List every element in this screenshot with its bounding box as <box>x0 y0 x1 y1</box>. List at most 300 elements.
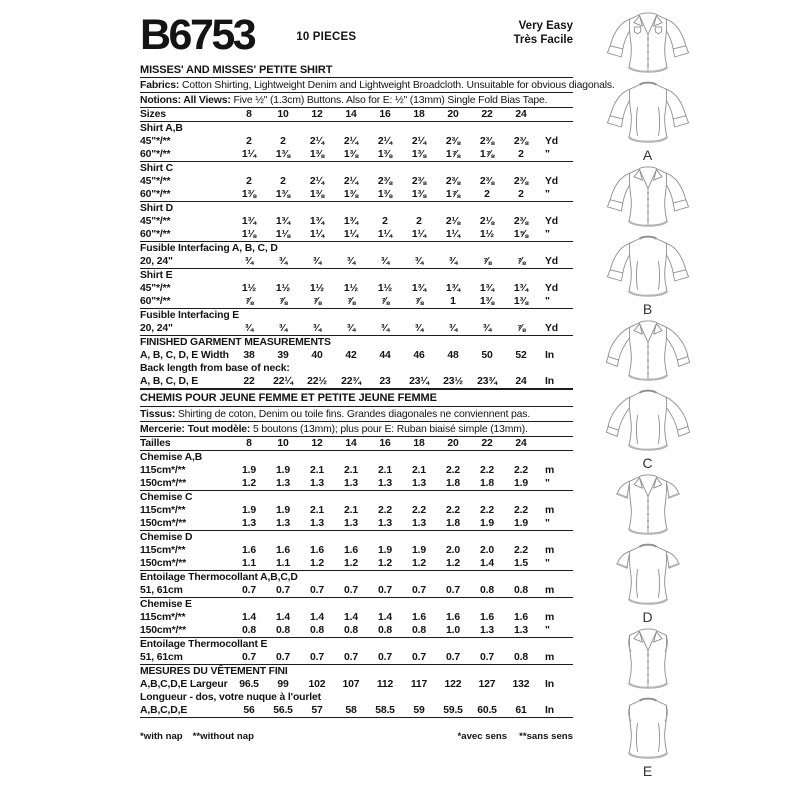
size-value: 0.7 <box>480 652 494 663</box>
size-value: 8 <box>246 109 252 120</box>
header <box>140 11 573 62</box>
size-value: 2.2 <box>446 465 460 476</box>
size-value: ⅞ <box>244 296 254 307</box>
unit-label: m <box>545 652 555 663</box>
sizes-header-row <box>140 436 573 450</box>
footnote-french <box>446 731 573 742</box>
fabrics-text: Cotton Shirting, Lightweight Denim and Lightweight Broadcloth. Unsuitable for obvious diagonals. <box>181 80 615 91</box>
unit-label: Yd <box>545 216 558 227</box>
unit-label: " <box>545 189 550 200</box>
size-value: 2⅛ <box>445 216 461 227</box>
size-value: ⅞ <box>516 256 526 267</box>
view-letter: D <box>642 609 654 625</box>
size-value: ¾ <box>380 256 390 267</box>
size-value: 59 <box>413 705 425 716</box>
size-value: 2¼ <box>377 136 393 147</box>
unit-label: " <box>545 625 550 636</box>
size-value: 14 <box>345 438 357 449</box>
sizes-header-row <box>140 107 573 121</box>
size-value: 56.5 <box>273 705 293 716</box>
shirt-front-illustration <box>584 624 712 694</box>
size-value: 46 <box>413 350 425 361</box>
size-value: 2¼ <box>343 176 359 187</box>
size-value: 0.7 <box>276 652 290 663</box>
garment-view-group-d <box>584 470 712 625</box>
size-value: 39 <box>277 350 289 361</box>
garment-views <box>584 8 712 778</box>
size-value: 1½ <box>343 283 359 294</box>
size-value: 40 <box>311 350 323 361</box>
row-label: 45"*/** <box>140 136 171 147</box>
size-value: 2 <box>382 216 388 227</box>
size-value: 2.2 <box>514 465 528 476</box>
unit-label: In <box>545 350 554 361</box>
size-value: 1⅝ <box>513 229 529 240</box>
size-value: 1.3 <box>310 518 324 529</box>
size-value: 1⅛ <box>241 229 257 240</box>
row-label: Longueur - dos, votre nuque à l'ourlet <box>140 692 321 703</box>
table-section-header <box>140 268 573 282</box>
size-value: 1.2 <box>412 558 426 569</box>
difficulty-en: Very Easy <box>518 20 573 32</box>
row-label: FINISHED GARMENT MEASUREMENTS <box>140 337 331 348</box>
size-value: 1.5 <box>514 558 528 569</box>
row-label: A,B,C,D,E <box>140 705 188 716</box>
size-value: 1.3 <box>480 625 494 636</box>
table-section-header <box>140 161 573 175</box>
size-value: 1.4 <box>480 558 494 569</box>
size-value: 1.8 <box>446 518 460 529</box>
size-value: 2.2 <box>514 545 528 556</box>
size-value: 1⅞ <box>445 189 461 200</box>
size-value: 1⅛ <box>275 229 291 240</box>
size-value: 1.3 <box>344 518 358 529</box>
row-label: A,B,C,D,E Largeur <box>140 679 228 690</box>
size-value: 1⅜ <box>275 149 291 160</box>
size-value: 1⅜ <box>479 296 495 307</box>
size-value: 1.6 <box>412 612 426 623</box>
size-value: 2 <box>518 189 524 200</box>
table-section-header <box>140 241 573 255</box>
garment-view-group-c <box>584 316 712 471</box>
size-value: 44 <box>379 350 391 361</box>
row-values <box>232 478 538 489</box>
size-value: 1.0 <box>446 625 460 636</box>
size-value: 2 <box>518 149 524 160</box>
mercerie-label: Mercerie: Tout modèle: <box>140 424 251 435</box>
size-value: 0.7 <box>344 585 358 596</box>
row-label: Entoilage Thermocollant A,B,C,D <box>140 572 298 583</box>
table-subheader <box>140 691 573 704</box>
row-label: 150cm*/** <box>140 478 187 489</box>
size-value: 0.8 <box>378 625 392 636</box>
row-label: Shirt A,B <box>140 123 183 134</box>
size-value: 1⅜ <box>343 189 359 200</box>
shirt-front-illustration <box>584 162 712 232</box>
table-section-header <box>140 201 573 215</box>
size-value: 1⅞ <box>445 149 461 160</box>
size-value: 2 <box>280 176 286 187</box>
row-label: 45"*/** <box>140 216 171 227</box>
view-letter: A <box>642 147 654 163</box>
size-value: 61 <box>515 705 527 716</box>
size-value: 2⅜ <box>377 176 393 187</box>
row-label: 20, 24" <box>140 256 173 267</box>
size-value: 122 <box>444 679 462 690</box>
row-values <box>232 625 538 636</box>
size-value: 2 <box>246 136 252 147</box>
size-value: 10 <box>277 438 289 449</box>
size-value: 0.8 <box>276 625 290 636</box>
unit-label: In <box>545 376 554 387</box>
size-value: 1.6 <box>310 545 324 556</box>
unit-label: In <box>545 679 554 690</box>
size-value: 1⅜ <box>309 149 325 160</box>
english-title: MISSES' AND MISSES' PETITE SHIRT <box>140 64 333 76</box>
size-value: ¾ <box>448 256 458 267</box>
yardage-row <box>140 322 573 335</box>
tissus-label: Tissus: <box>140 409 176 420</box>
unit-label: Yd <box>545 176 558 187</box>
size-value: 132 <box>512 679 530 690</box>
size-value: 2¼ <box>343 136 359 147</box>
size-value: 2⅜ <box>479 176 495 187</box>
yardage-row <box>140 148 573 161</box>
row-label: 20, 24" <box>140 323 173 334</box>
yardage-row <box>140 255 573 268</box>
garment-view-group-a <box>584 8 712 163</box>
size-value: 0.7 <box>378 585 392 596</box>
row-label: 45"*/** <box>140 283 171 294</box>
size-value: 1¾ <box>445 283 461 294</box>
size-value: 24 <box>515 376 527 387</box>
unit-label: m <box>545 545 555 556</box>
table-section-header <box>140 450 573 464</box>
shirt-back-illustration <box>584 78 712 148</box>
tissus-line <box>140 406 573 421</box>
row-label: Back length from base of neck: <box>140 363 290 374</box>
size-value: 1¾ <box>513 283 529 294</box>
shirt-front-illustration <box>584 470 712 540</box>
yardage-row <box>140 557 573 570</box>
row-label: 115cm*/** <box>140 465 186 476</box>
size-value: 2¼ <box>411 136 427 147</box>
size-value: ¾ <box>482 323 492 334</box>
size-value: 1.4 <box>276 612 290 623</box>
size-value: ¾ <box>312 256 322 267</box>
size-value: 1.3 <box>412 478 426 489</box>
row-values <box>232 323 538 334</box>
yardage-table-fr <box>140 436 573 718</box>
row-label: 115cm*/** <box>140 612 186 623</box>
size-value: 2⅜ <box>445 136 461 147</box>
size-value: 112 <box>376 679 394 690</box>
size-value: 0.8 <box>514 652 528 663</box>
size-value: 1⅜ <box>377 149 393 160</box>
size-value: 18 <box>413 438 425 449</box>
unit-label: Yd <box>545 283 558 294</box>
size-value: 56 <box>243 705 255 716</box>
row-label: Chemise E <box>140 599 192 610</box>
size-value: 2¼ <box>309 136 325 147</box>
yardage-row <box>140 704 573 717</box>
size-value: 1.4 <box>378 612 392 623</box>
unit-label: m <box>545 585 555 596</box>
row-values <box>232 612 538 623</box>
size-value: 22 <box>481 109 493 120</box>
yardage-row <box>140 295 573 308</box>
row-label: 51, 61cm <box>140 652 183 663</box>
size-value: 22 <box>243 376 255 387</box>
size-value: 1.1 <box>242 558 256 569</box>
row-values <box>232 505 538 516</box>
size-value: 2 <box>416 216 422 227</box>
size-value: 1.3 <box>378 518 392 529</box>
size-value: 1.8 <box>480 478 494 489</box>
row-values <box>232 585 538 596</box>
shirt-front-illustration <box>584 8 712 78</box>
footnote-with-nap: *with nap <box>140 731 183 742</box>
size-value: 1.6 <box>242 545 256 556</box>
size-value: 1⅜ <box>411 189 427 200</box>
size-value: 58 <box>345 705 357 716</box>
row-label: Entoilage Thermocollant E <box>140 639 268 650</box>
size-value: 38 <box>243 350 255 361</box>
size-value: 1.2 <box>378 558 392 569</box>
size-value: 1⅞ <box>479 149 495 160</box>
size-value: 1.2 <box>310 558 324 569</box>
size-value: 2 <box>246 176 252 187</box>
view-letter: C <box>642 455 654 471</box>
table-subheader <box>140 362 573 375</box>
size-value: ¾ <box>244 323 254 334</box>
row-values <box>232 558 538 569</box>
row-values <box>232 256 538 267</box>
size-value: 24 <box>515 438 527 449</box>
row-label: Fusible Interfacing A, B, C, D <box>140 243 278 254</box>
garment-view-group-e <box>584 624 712 779</box>
size-value: 48 <box>447 350 459 361</box>
unit-label: In <box>545 705 554 716</box>
size-value: 1.3 <box>242 518 256 529</box>
row-label: 60"*/** <box>140 189 171 200</box>
size-value: 60.5 <box>477 705 497 716</box>
size-value: 20 <box>447 438 459 449</box>
size-value: 107 <box>342 679 360 690</box>
footnote-without-nap: **without nap <box>192 731 254 742</box>
size-value: 0.7 <box>276 585 290 596</box>
yardage-row <box>140 188 573 201</box>
size-value: 22¾ <box>341 376 361 387</box>
size-value: 2.1 <box>344 505 358 516</box>
size-value: 1½ <box>309 283 325 294</box>
size-value: 1.8 <box>446 478 460 489</box>
footnotes <box>140 731 573 742</box>
notions-label: Notions: All Views: <box>140 95 231 106</box>
table-section-header <box>140 308 573 322</box>
size-value: 1.2 <box>344 558 358 569</box>
shirt-front-illustration <box>584 316 712 386</box>
size-value: 1¼ <box>309 229 325 240</box>
row-label: Tailles <box>140 438 171 449</box>
size-value: 1.6 <box>480 612 494 623</box>
unit-label: " <box>545 229 550 240</box>
size-value: 0.8 <box>344 625 358 636</box>
french-title: CHEMIS POUR JEUNE FEMME ET PETITE JEUNE FEMME <box>140 388 573 406</box>
size-value: ¾ <box>346 323 356 334</box>
size-value: 1.9 <box>276 465 290 476</box>
size-value: ⅞ <box>516 323 526 334</box>
row-label: Chemise D <box>140 532 193 543</box>
row-label: 115cm*/** <box>140 505 186 516</box>
size-value: 1½ <box>377 283 393 294</box>
size-value: 16 <box>379 109 391 120</box>
unit-label: m <box>545 465 555 476</box>
table-section-header <box>140 335 573 349</box>
size-value: 2⅜ <box>445 176 461 187</box>
size-value: 2.2 <box>514 505 528 516</box>
size-value: ⅞ <box>278 296 288 307</box>
size-value: 1.3 <box>276 478 290 489</box>
yardage-row <box>140 228 573 241</box>
size-value: ¾ <box>312 323 322 334</box>
size-value: 1.3 <box>310 478 324 489</box>
tissus-text: Shirting de coton, Denim ou toile fins. Grandes diagonales ne conviennent pas. <box>177 409 531 420</box>
size-value: 52 <box>515 350 527 361</box>
row-values <box>232 189 538 200</box>
table-section-header <box>140 664 573 678</box>
size-value: 2.2 <box>480 505 494 516</box>
garment-view-group-b <box>584 162 712 317</box>
yardage-row <box>140 175 573 188</box>
size-value: 0.8 <box>480 585 494 596</box>
yardage-row <box>140 477 573 490</box>
shirt-back-illustration <box>584 232 712 302</box>
size-value: 18 <box>413 109 425 120</box>
table-section-header <box>140 530 573 544</box>
row-values <box>232 438 538 449</box>
yardage-row <box>140 215 573 228</box>
size-value: 1.3 <box>276 518 290 529</box>
size-value: 59.5 <box>443 705 463 716</box>
row-label: 150cm*/** <box>140 558 187 569</box>
size-value: 1¾ <box>479 283 495 294</box>
size-value: 0.7 <box>310 652 324 663</box>
size-value: 1.9 <box>276 505 290 516</box>
size-value: 1.6 <box>276 545 290 556</box>
size-value: 1.4 <box>344 612 358 623</box>
size-value: 2.1 <box>310 505 324 516</box>
size-value: 2.1 <box>310 465 324 476</box>
table-section-header <box>140 570 573 584</box>
size-value: 2 <box>484 189 490 200</box>
size-value: 22¼ <box>273 376 293 387</box>
size-value: 0.8 <box>412 625 426 636</box>
size-value: 1½ <box>275 283 291 294</box>
size-value: 1.3 <box>412 518 426 529</box>
size-value: 16 <box>379 438 391 449</box>
size-value: 22 <box>481 438 493 449</box>
row-values <box>232 376 538 387</box>
row-label: 115cm*/** <box>140 545 186 556</box>
size-value: 1.3 <box>514 625 528 636</box>
row-label: 45"*/** <box>140 176 171 187</box>
fabrics-line <box>140 77 615 92</box>
size-value: 0.7 <box>412 585 426 596</box>
yardage-table-en <box>140 107 573 388</box>
yardage-row <box>140 135 573 148</box>
size-value: 20 <box>447 109 459 120</box>
size-value: 1¾ <box>309 216 325 227</box>
unit-label: " <box>545 518 550 529</box>
size-value: ¾ <box>414 323 424 334</box>
size-value: 1⅜ <box>241 189 257 200</box>
row-label: Chemise C <box>140 492 193 503</box>
pattern-number: B6753 <box>140 11 255 59</box>
unit-label: m <box>545 505 555 516</box>
size-value: 22½ <box>307 376 327 387</box>
size-value: 1.2 <box>242 478 256 489</box>
size-value: 1.9 <box>378 545 392 556</box>
footnote-english <box>140 731 264 742</box>
size-value: ⅞ <box>380 296 390 307</box>
size-value: 2⅜ <box>513 216 529 227</box>
unit-label: " <box>545 296 550 307</box>
row-label: 60"*/** <box>140 296 171 307</box>
notions-line <box>140 92 573 107</box>
size-value: 1.9 <box>514 478 528 489</box>
shirt-back-illustration <box>584 694 712 764</box>
yardage-row <box>140 464 573 477</box>
size-value: ⅞ <box>312 296 322 307</box>
row-values <box>232 350 538 361</box>
size-value: 1.6 <box>514 612 528 623</box>
size-value: ¾ <box>380 323 390 334</box>
size-value: 50 <box>481 350 493 361</box>
size-value: 2¼ <box>309 176 325 187</box>
size-value: ¾ <box>346 256 356 267</box>
shirt-back-illustration <box>584 386 712 456</box>
unit-label: Yd <box>545 256 558 267</box>
view-letter: B <box>642 301 654 317</box>
row-label: 150cm*/** <box>140 625 187 636</box>
size-value: 1.9 <box>242 505 256 516</box>
size-value: ¾ <box>414 256 424 267</box>
row-label: A, B, C, D, E <box>140 376 199 387</box>
size-value: 1.6 <box>344 545 358 556</box>
size-value: 0.7 <box>378 652 392 663</box>
size-value: 1⅜ <box>411 149 427 160</box>
row-label: A, B, C, D, E Width <box>140 350 229 361</box>
size-value: 1⅜ <box>343 149 359 160</box>
size-value: 58.5 <box>375 705 395 716</box>
size-value: 0.8 <box>310 625 324 636</box>
size-value: 1⅜ <box>275 189 291 200</box>
yardage-row <box>140 517 573 530</box>
table-section-header <box>140 490 573 504</box>
pieces-count: 10 PIECES <box>296 31 357 43</box>
size-value: 42 <box>345 350 357 361</box>
row-label: Shirt C <box>140 163 174 174</box>
size-value: 2.1 <box>412 465 426 476</box>
size-value: 0.7 <box>242 585 256 596</box>
unit-label: " <box>545 558 550 569</box>
size-value: 2.0 <box>446 545 460 556</box>
size-value: 99 <box>277 679 289 690</box>
shirt-back-illustration <box>584 540 712 610</box>
row-label: 60"*/** <box>140 149 171 160</box>
row-label: Chemise A,B <box>140 452 203 463</box>
